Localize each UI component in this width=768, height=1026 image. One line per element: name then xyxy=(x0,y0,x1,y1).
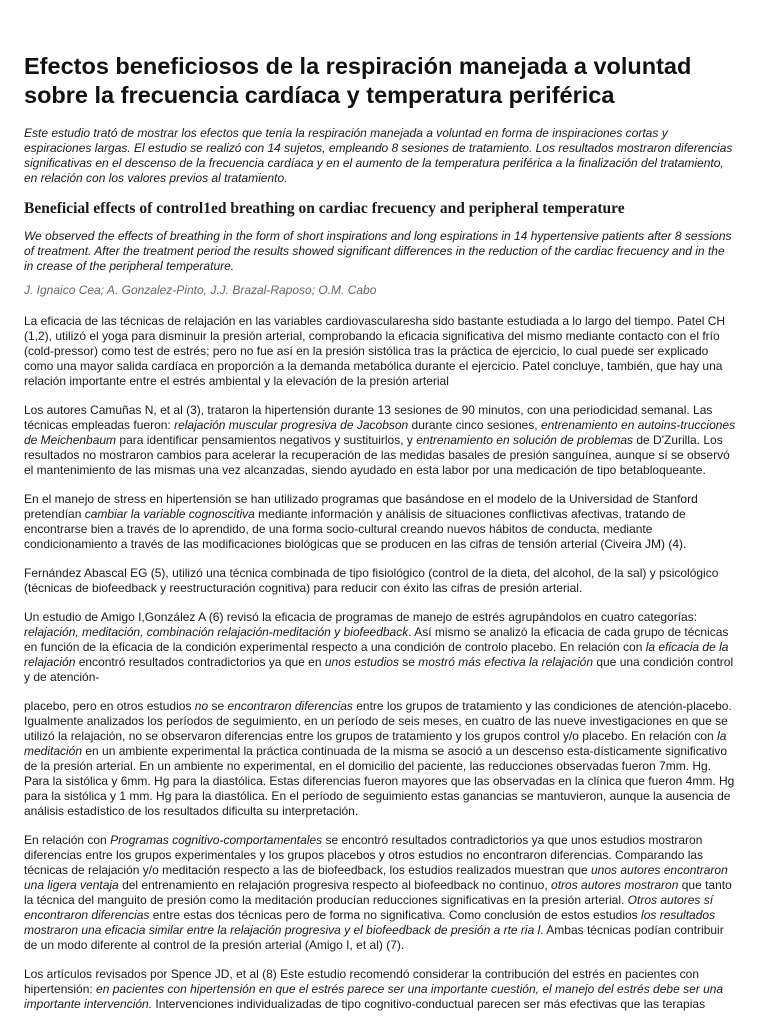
authors: J. Ignaico Cea; A. Gonzalez-Pinto, J.J. Brazal-Raposo; O.M. Cabo xyxy=(24,283,377,297)
text-run: entre estas dos técnicas pero de forma no significativa. Como conclusión de estos estudios xyxy=(149,908,642,922)
abstract-spanish: Este estudio trató de mostrar los efectos que tenía la respiración manejada a voluntad en forma de inspiraciones cortas y espiraciones largas. El estudio se realizó con 14 sujetos, empleando 8 sesiones de tratamiento. Los resultados mostraron diferencias significativas en el descenso de la frecuencia cardíaca y en el aumento de la temperatura periférica a la finalización del tratamiento, en relación con los valores previos al tratamiento. xyxy=(24,126,733,185)
paragraph-2 xyxy=(24,403,736,478)
paragraph-3 xyxy=(24,492,736,552)
text-run: . Ambas técnicas podían contribuir de un modo diferente al control de la presión arterial (Amigo I, et al) (7). xyxy=(24,923,724,952)
paragraph-8 xyxy=(24,967,736,1012)
article-title-english: Beneficial effects of control1ed breathing on cardiac frecuency and peripheral temperature xyxy=(24,200,625,217)
text-run: mediante información y análisis de situaciones conflictivas afectivas, tratando de encontrarse bien a través de lo aprendido, de una forma socio-cultural creando nuevos hábitos de conducta, mediante condicionamiento a través de las modificaciones biológicas que se producen en las cifras de tensión arterial (Civeira JM) (4). xyxy=(24,507,687,551)
text-run: durante cinco sesiones, xyxy=(408,418,541,432)
paragraph-1: La eficacia de las técnicas de relajación en las variables cardiovascularesha sido bastante estudiada a lo largo del tiempo. Patel CH (1,2), utilizó el yoga para disminuir la presión arterial, comprobando la eficacia significativa del mismo mediante contacto con el frío (cold-pressor) como test de estrés; pero no fue así en la presión sistólica tras la práctica de ejercicio, lo cual puede ser explicado como una mayor salida cardíaca en proporción a la demanda metabólica durante el ejercicio. Patel concluye, también, que hay una relación importante entre el estrés ambiental y la elevación de la presión arterial xyxy=(24,314,726,388)
text-run: para identificar pensamientos negativos y sustituirlos, y xyxy=(116,433,417,447)
text-run: Un estudio de Amigo I,González A (6) revisó la eficacia de programas de manejo de estrés agrupándolos en cuatro categorías: xyxy=(24,610,698,624)
text-run: se encontró resultados contradictorios ya que unos estudios mostraron diferencias entre los grupos experimentales y los grupos placebos y otros estudios no encontraron diferencias. Comparando las técnicas de relajación y/o meditación respecto a las de biofeedback, los estudios realizados muestran que xyxy=(24,833,704,877)
emphasis-text: cambiar la variable cognoscitiva xyxy=(84,507,255,521)
text-run: se xyxy=(398,655,419,669)
emphasis-text: encontraron diferencias xyxy=(227,699,353,713)
emphasis-text: Programas cognitivo-comportamentales xyxy=(110,833,323,847)
text-run: placebo, pero en otros estudios xyxy=(24,699,195,713)
emphasis-text: la meditación xyxy=(24,729,727,758)
text-run: de D'Zurilla. Los resultados no mostraron cambios para acelerar la recuperación de las medidas basales de presión sanguínea, aunque sí se observó el mantenimiento de las mismas una vez alcanzadas, siendo ayudado en esta labor por una medicación de tipo betabloqueante. xyxy=(24,433,730,477)
emphasis-text: Otros autores sí encontraron diferencias xyxy=(24,893,714,922)
paragraph-5 xyxy=(24,610,736,685)
text-run: Los autores Camuñas N, et al (3), trataron la hipertensión durante 13 sesiones de 90 minutos, con una periodicidad semanal. Las técnicas empleadas fueron: xyxy=(24,403,713,432)
emphasis-text: los resultados mostraron una eficacia similar entre la relajación progresiva y el biofeedback de presión a rte ria l xyxy=(24,908,716,937)
text-run: En el manejo de stress en hipertensión se han utilizado programas que basándose en el modelo de la Universidad de Stanford pretendían xyxy=(24,492,698,521)
emphasis-text: no xyxy=(194,699,209,713)
text-run: Los artículos revisados por Spence JD, et al (8) Este estudio recomendó considerar la contribución del estrés en pacientes con hipertensión: xyxy=(24,967,700,996)
document-page xyxy=(24,52,736,1026)
paragraph-6 xyxy=(24,699,736,819)
text-run: entre los grupos de tratamiento y las condiciones de atención-placebo. Igualmente analizados los períodos de seguimiento, en un período de seis meses, en cuatro de las nueve investigaciones en que se utilizó la relajación, no se observaron diferencias entre los grupos de tratamiento y los grupos control y/o placebo. En relación con xyxy=(24,699,732,743)
text-run: . Así mismo se analizó la eficacia de cada grupo de técnicas en función de la eficacia de la condición experimental respecto a una condición de controlo placebo. En relación con xyxy=(24,625,729,654)
article-title: Efectos beneficiosos de la respiración manejada a voluntad sobre la frecuencia cardíaca y temperatura periférica xyxy=(24,53,692,108)
text-run: Intervenciones individualizadas de tipo cognitivo-conductual parecen ser más efectivas que las terapias xyxy=(152,997,706,1011)
paragraph-4: Fernández Abascal EG (5), utilizó una técnica combinada de tipo fisiológico (control de la dieta, del alcohol, de la sal) y psicológico (técnicas de biofeedback y reestructuración cognitiva) para reducir con éxito las cifras de presión arterial. xyxy=(24,566,719,595)
emphasis-text: en pacientes con hipertensión en que el estrés parece ser una importante cuestión, el manejo del estrés debe ser una importante intervención. xyxy=(24,982,724,1011)
emphasis-text: otros autores mostraron xyxy=(551,878,679,892)
abstract-english: We observed the effects of breathing in the form of short inspirations and long espirations in 14 hypertensive patients after 8 sessions of treatment. After the treatment period the results showed significant differences in the reduction of the cardiac frecuency and in the in crease of the peripheral temperature. xyxy=(24,229,732,273)
emphasis-text: relajación, meditación, combinación relajación-meditación y biofeedback xyxy=(24,625,409,639)
emphasis-text: entrenamiento en solución de problemas xyxy=(416,433,634,447)
text-run: que una condición control y de atención- xyxy=(24,655,734,684)
text-run: en un ambiente experimental la práctica continuada de la misma se asoció a un descenso esta-dísticamente significativo de la presión arterial. En un ambiente no experimental, en el domicilio del paciente, las reducciones observadas fueron 7mm. Hg. Para la sistólica y 6mm. Hg para la diastólica. Estas diferencias fueron mayores que las observadas en la clínica que fueron 4mm. Hg para la sistólica y 1 mm. Hg para la diastólica. En el período de seguimiento estas ganancias se mantuvieron, aunque la ausencia de análisis estadístico de los resultados dificulta su interpretación. xyxy=(24,744,735,818)
emphasis-text: unos autores encontraron una ligera ventaja xyxy=(24,863,728,892)
text-run: En relación con xyxy=(24,833,111,847)
emphasis-text: relajación muscular progresiva de Jacobson xyxy=(174,418,409,432)
emphasis-text: la eficacia de la relajación xyxy=(24,640,729,669)
text-run: del entrenamiento en relajación progresiva respecto al biofeedback no continuo, xyxy=(118,878,552,892)
text-run: que tanto la técnica del manguito de presión como la meditación producían reducciones significativas en la presión arterial. xyxy=(24,878,732,907)
text-run: se xyxy=(208,699,228,713)
emphasis-text: mostró más efectiva la relajación xyxy=(418,655,594,669)
text-run: encontró resultados contradictorios ya que en xyxy=(75,655,325,669)
paragraph-7 xyxy=(24,833,736,953)
emphasis-text: unos estudios xyxy=(324,655,399,669)
emphasis-text: entrenamiento en autoins-trucciones de Meichenbaum xyxy=(24,418,736,447)
